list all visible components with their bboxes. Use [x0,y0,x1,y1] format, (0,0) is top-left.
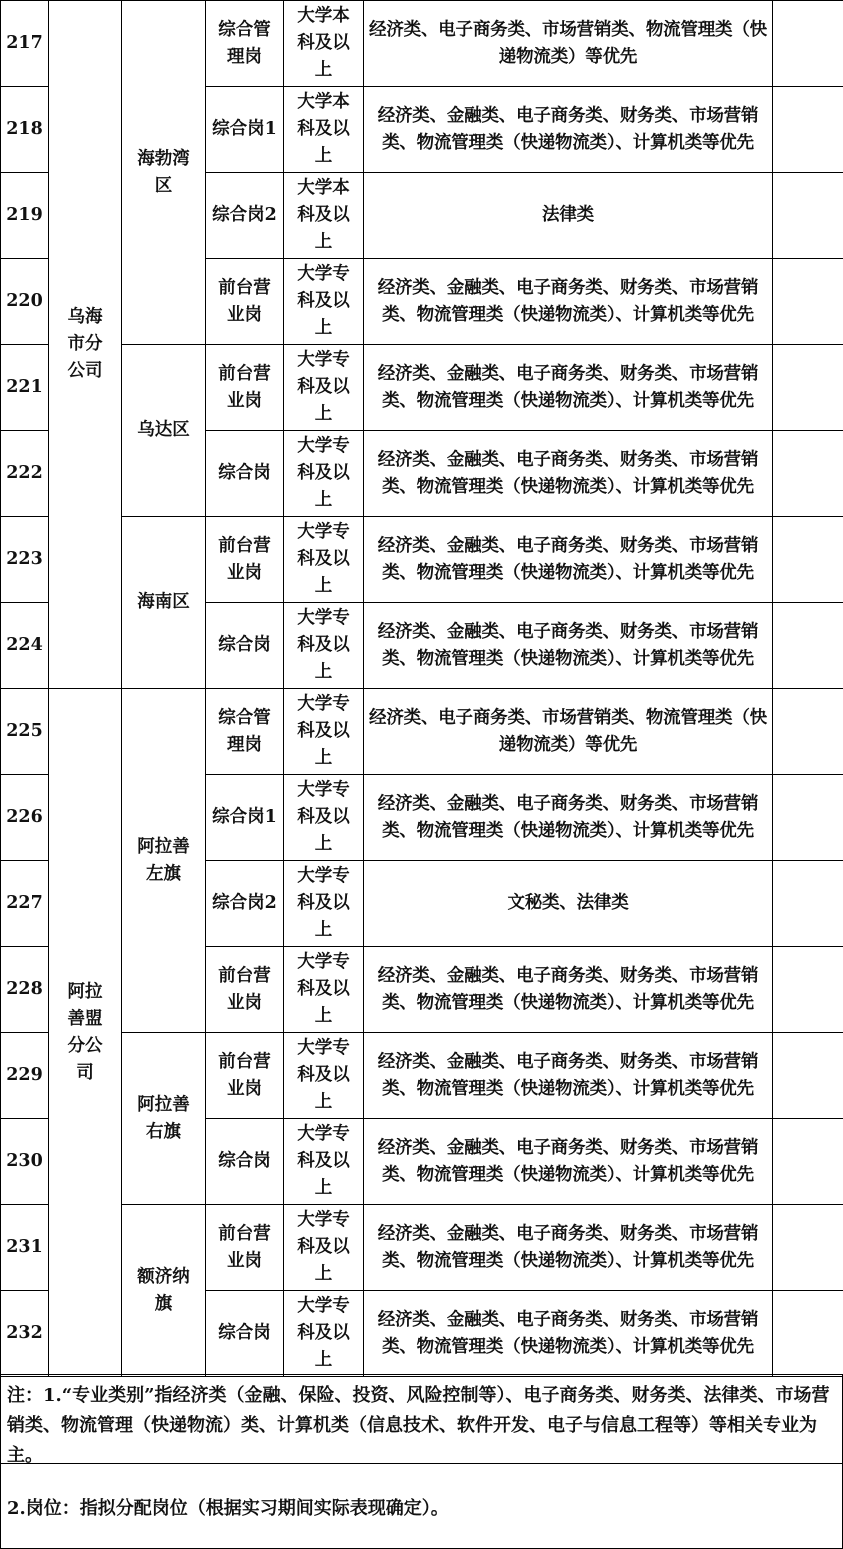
district-cell: 海南区 [122,517,206,689]
row-number: 220 [1,259,49,345]
education-cell: 大学本科及以上 [284,1,364,87]
row-number: 217 [1,1,49,87]
major-cell: 经济类、金融类、电子商务类、财务类、市场营销类、物流管理类（快递物流类）、计算机类等优先 [364,1205,773,1291]
row-number: 225 [1,689,49,775]
post-cell: 综合岗 [206,603,284,689]
row-number: 222 [1,431,49,517]
education-cell: 大学专科及以上 [284,345,364,431]
remark-cell [773,517,843,603]
remark-cell [773,259,843,345]
footnote-post [0,1463,843,1549]
district-cell: 额济纳旗 [122,1205,206,1377]
row-number: 223 [1,517,49,603]
post-cell: 综合岗2 [206,173,284,259]
major-cell: 经济类、金融类、电子商务类、财务类、市场营销类、物流管理类（快递物流类）、计算机类等优先 [364,775,773,861]
education-cell: 大学专科及以上 [284,517,364,603]
major-cell: 经济类、电子商务类、市场营销类、物流管理类（快递物流类）等优先 [364,689,773,775]
remark-cell [773,1033,843,1119]
post-cell: 前台营业岗 [206,259,284,345]
remark-cell [773,1291,843,1377]
row-number: 232 [1,1291,49,1377]
district-cell: 阿拉善右旗 [122,1033,206,1205]
table-row [1,1205,843,1291]
post-cell: 综合岗1 [206,775,284,861]
row-number: 229 [1,1033,49,1119]
education-cell: 大学专科及以上 [284,1291,364,1377]
post-cell: 前台营业岗 [206,345,284,431]
company-cell: 阿拉善盟分公司 [49,689,122,1377]
remark-cell [773,1,843,87]
row-number: 224 [1,603,49,689]
row-number: 230 [1,1119,49,1205]
remark-cell [773,689,843,775]
row-number: 219 [1,173,49,259]
major-cell: 经济类、金融类、电子商务类、财务类、市场营销类、物流管理类（快递物流类）、计算机类等优先 [364,1033,773,1119]
education-cell: 大学专科及以上 [284,1033,364,1119]
major-cell: 经济类、电子商务类、市场营销类、物流管理类（快递物流类）等优先 [364,1,773,87]
education-cell: 大学专科及以上 [284,431,364,517]
post-cell: 前台营业岗 [206,1033,284,1119]
row-number: 228 [1,947,49,1033]
major-cell: 经济类、金融类、电子商务类、财务类、市场营销类、物流管理类（快递物流类）、计算机类等优先 [364,603,773,689]
post-cell: 前台营业岗 [206,1205,284,1291]
major-cell: 经济类、金融类、电子商务类、财务类、市场营销类、物流管理类（快递物流类）、计算机类等优先 [364,517,773,603]
education-cell: 大学专科及以上 [284,1205,364,1291]
education-cell: 大学专科及以上 [284,947,364,1033]
remark-cell [773,345,843,431]
major-cell: 法律类 [364,173,773,259]
major-cell: 经济类、金融类、电子商务类、财务类、市场营销类、物流管理类（快递物流类）、计算机类等优先 [364,431,773,517]
row-number: 227 [1,861,49,947]
district-cell: 阿拉善左旗 [122,689,206,1033]
major-cell: 经济类、金融类、电子商务类、财务类、市场营销类、物流管理类（快递物流类）、计算机类等优先 [364,1291,773,1377]
post-cell: 综合管理岗 [206,689,284,775]
major-cell: 经济类、金融类、电子商务类、财务类、市场营销类、物流管理类（快递物流类）、计算机类等优先 [364,87,773,173]
major-cell: 经济类、金融类、电子商务类、财务类、市场营销类、物流管理类（快递物流类）、计算机类等优先 [364,345,773,431]
major-cell: 文秘类、法律类 [364,861,773,947]
remark-cell [773,603,843,689]
table-row [1,1033,843,1119]
remark-cell [773,431,843,517]
post-cell: 前台营业岗 [206,517,284,603]
remark-cell [773,1119,843,1205]
remark-cell [773,861,843,947]
major-cell: 经济类、金融类、电子商务类、财务类、市场营销类、物流管理类（快递物流类）、计算机类等优先 [364,259,773,345]
education-cell: 大学本科及以上 [284,173,364,259]
post-cell: 综合岗 [206,1291,284,1377]
table-row [1,517,843,603]
education-cell: 大学本科及以上 [284,87,364,173]
post-cell: 综合岗2 [206,861,284,947]
remark-cell [773,173,843,259]
company-cell: 乌海市分公司 [49,1,122,689]
major-cell: 经济类、金融类、电子商务类、财务类、市场营销类、物流管理类（快递物流类）、计算机类等优先 [364,947,773,1033]
education-cell: 大学专科及以上 [284,775,364,861]
education-cell: 大学专科及以上 [284,1119,364,1205]
row-number: 226 [1,775,49,861]
row-number: 218 [1,87,49,173]
post-cell: 综合岗1 [206,87,284,173]
row-number: 221 [1,345,49,431]
table-row [1,1,843,87]
education-cell: 大学专科及以上 [284,603,364,689]
footnote-text: 注：1.“专业类别”指经济类（金融、保险、投资、风险控制等）、电子商务类、财务类、法律类、市场营销类、物流管理（快递物流）类、计算机类（信息技术、软件开发、电子与信息工程等）等相关专业为主。 [7,1385,830,1466]
district-cell: 乌达区 [122,345,206,517]
row-number: 231 [1,1205,49,1291]
post-cell: 综合岗 [206,1119,284,1205]
footnote-text: 2.岗位：指拟分配岗位（根据实习期间实际表现确定）。 [7,1498,449,1519]
major-cell: 经济类、金融类、电子商务类、财务类、市场营销类、物流管理类（快递物流类）、计算机类等优先 [364,1119,773,1205]
remark-cell [773,775,843,861]
remark-cell [773,947,843,1033]
education-cell: 大学专科及以上 [284,689,364,775]
table-row [1,345,843,431]
post-cell: 前台营业岗 [206,947,284,1033]
education-cell: 大学专科及以上 [284,861,364,947]
remark-cell [773,1205,843,1291]
education-cell: 大学专科及以上 [284,259,364,345]
district-cell: 海勃湾区 [122,1,206,345]
table-row [1,689,843,775]
post-cell: 综合管理岗 [206,1,284,87]
post-cell: 综合岗 [206,431,284,517]
footnote-major-category [0,1374,843,1464]
remark-cell [773,87,843,173]
